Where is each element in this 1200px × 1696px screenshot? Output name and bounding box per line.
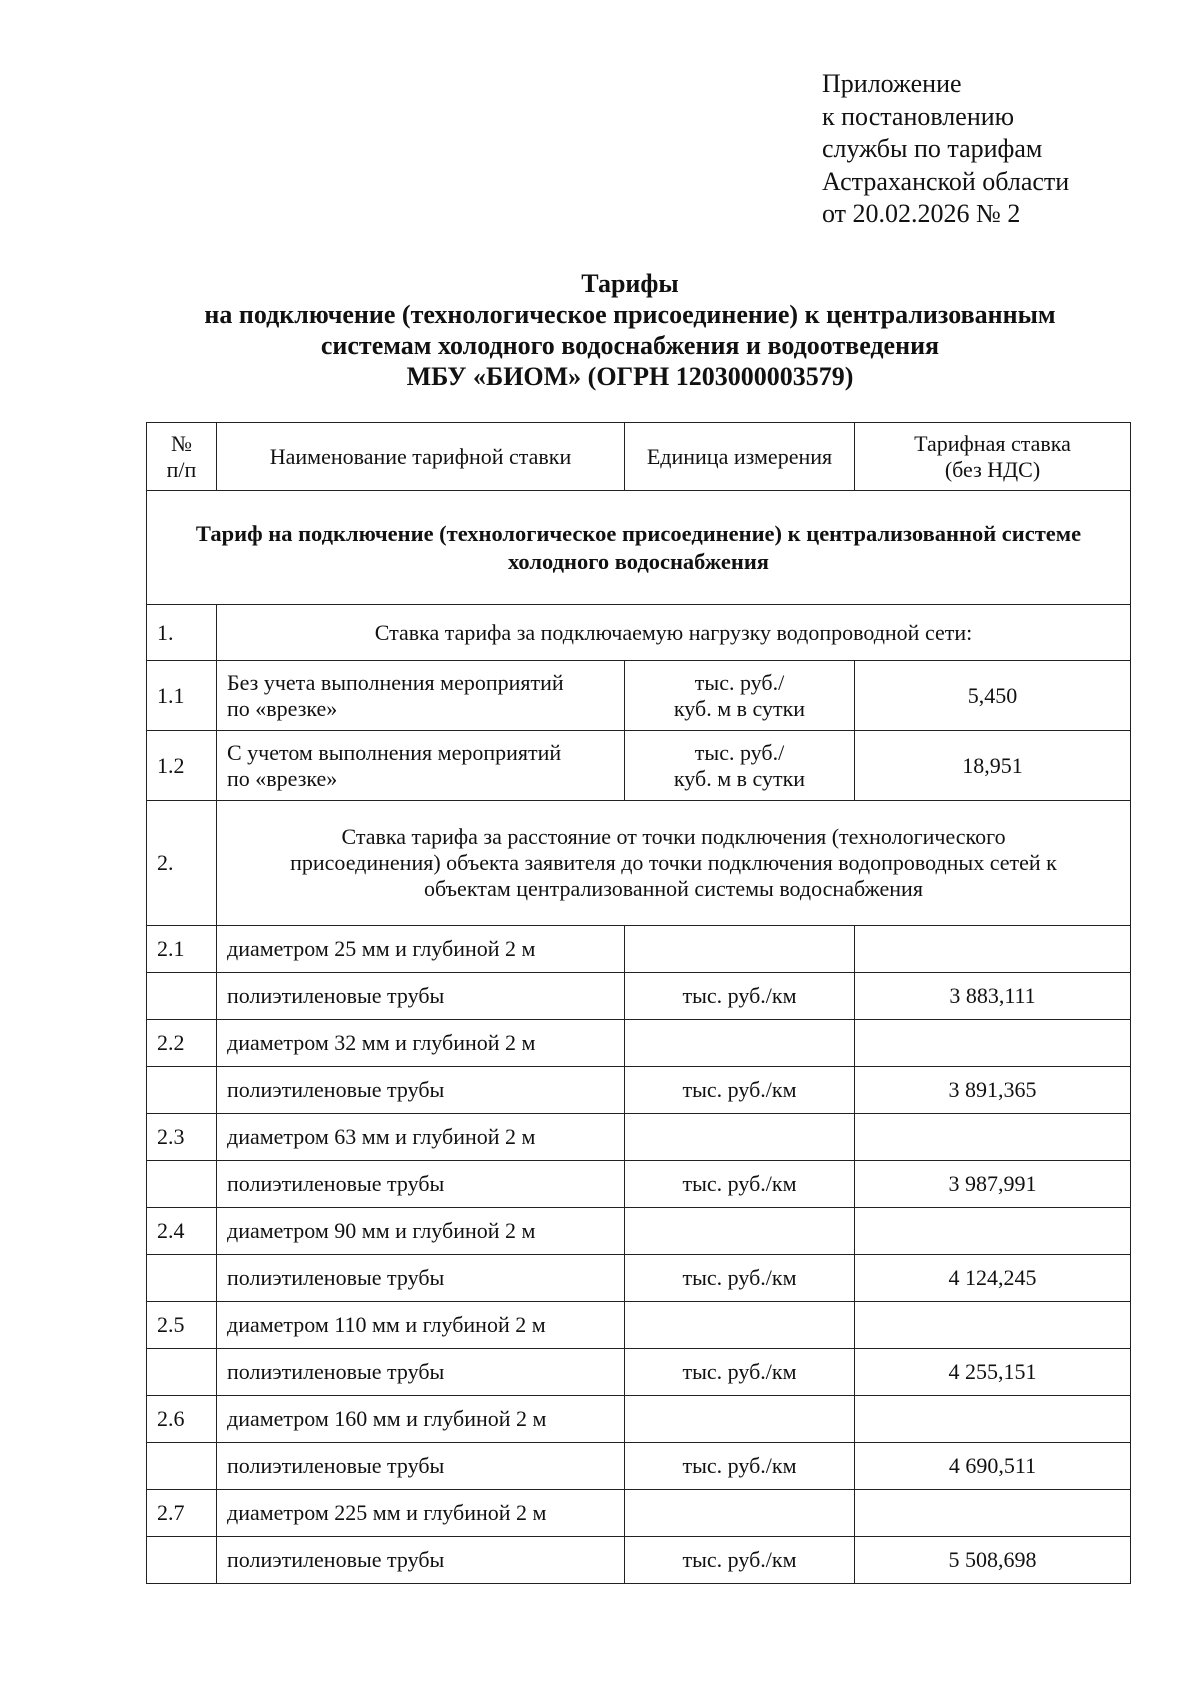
row-pipe: полиэтиленовые трубы [217,1255,625,1302]
row-unit-empty [625,1490,855,1537]
row-diameter: диаметром 25 мм и глубиной 2 м [217,926,625,973]
item-heading-line: присоединения) объекта заявителя до точки подключения водопроводных сетей к [290,850,1057,875]
header-rate [855,423,1131,491]
row-rate-empty [855,1302,1131,1349]
appendix-line: от 20.02.2026 № 2 [822,199,1021,228]
item-heading-line: объектам централизованной системы водоснабжения [424,876,923,901]
row-diameter: диаметром 90 мм и глубиной 2 м [217,1208,625,1255]
appendix-line: к постановлению [822,101,1015,131]
row-unit-line: куб. м в сутки [673,765,806,791]
row-diameter: диаметром 160 мм и глубиной 2 м [217,1396,625,1443]
table-row [147,661,1131,731]
row-unit-empty [625,1302,855,1349]
table-row [147,1114,1131,1161]
section-heading-line: холодного водоснабжения [508,548,769,574]
row-num: 2.6 [147,1396,217,1443]
row-pipe: полиэтиленовые трубы [217,1349,625,1396]
row-unit: тыс. руб./км [625,1349,855,1396]
table-row [147,1443,1131,1490]
row-unit: тыс. руб./км [625,973,855,1020]
table-row [147,1161,1131,1208]
row-rate-empty [855,1208,1131,1255]
row-name-line: по «врезке» [227,765,338,791]
row-rate: 5 508,698 [855,1537,1131,1584]
table-header-row [147,423,1131,491]
row-pipe: полиэтиленовые трубы [217,973,625,1020]
table-row [147,1067,1131,1114]
table-row [147,1255,1131,1302]
row-num: 2.3 [147,1114,217,1161]
row-rate: 3 883,111 [855,973,1131,1020]
row-num: 2.1 [147,926,217,973]
row-unit: тыс. руб./км [625,1537,855,1584]
row-num-empty [147,1067,217,1114]
row-pipe: полиэтиленовые трубы [217,1161,625,1208]
section-heading-line: Тариф на подключение (технологическое присоединение) к централизованной системе [195,520,1082,546]
item-heading [217,801,1131,926]
row-num: 1. [147,605,217,661]
row-name [217,661,625,731]
row-num: 2.2 [147,1020,217,1067]
table-row [147,605,1131,661]
row-unit-empty [625,1020,855,1067]
table-row [147,973,1131,1020]
row-pipe: полиэтиленовые трубы [217,1537,625,1584]
row-unit [625,731,855,801]
row-num: 2. [147,801,217,926]
row-num-empty [147,1443,217,1490]
row-rate: 4 690,511 [855,1443,1131,1490]
row-rate: 5,450 [855,661,1131,731]
row-diameter: диаметром 63 мм и глубиной 2 м [217,1114,625,1161]
section-heading-row [147,491,1131,605]
table-row [147,1537,1131,1584]
table-row [147,1208,1131,1255]
row-num-empty [147,1255,217,1302]
row-diameter: диаметром 32 мм и глубиной 2 м [217,1020,625,1067]
header-rate-line: (без НДС) [944,456,1041,482]
row-diameter: диаметром 110 мм и глубиной 2 м [217,1302,625,1349]
row-unit-empty [625,1114,855,1161]
row-rate-empty [855,1020,1131,1067]
header-num-line: № [171,430,192,456]
row-rate-empty [855,1490,1131,1537]
section-heading [147,491,1131,605]
title-line: системам холодного водоснабжения и водоотведения [320,331,940,360]
title-line: на подключение (технологическое присоединение) к централизованным [204,300,1056,329]
row-rate-empty [855,1114,1131,1161]
row-rate: 18,951 [855,731,1131,801]
row-unit: тыс. руб./км [625,1161,855,1208]
table-row [147,731,1131,801]
row-pipe: полиэтиленовые трубы [217,1443,625,1490]
row-unit-line: тыс. руб./ [694,669,785,695]
row-num: 2.7 [147,1490,217,1537]
header-unit: Единица измерения [625,423,855,491]
row-unit-line: куб. м в сутки [673,695,806,721]
header-name: Наименование тарифной ставки [217,423,625,491]
row-num-empty [147,973,217,1020]
row-rate: 3 987,991 [855,1161,1131,1208]
table-row [147,801,1131,926]
appendix-block [822,68,1069,231]
table-row [147,1396,1131,1443]
appendix-line: Астраханской области [822,166,1070,196]
title-line: Тарифы [581,269,679,298]
header-num-line: п/п [166,456,197,482]
row-diameter: диаметром 225 мм и глубиной 2 м [217,1490,625,1537]
row-unit: тыс. руб./км [625,1067,855,1114]
table-row [147,926,1131,973]
row-rate-empty [855,1396,1131,1443]
row-name-line: Без учета выполнения мероприятий [227,669,564,695]
row-num: 1.1 [147,661,217,731]
row-name-line: по «врезке» [227,695,338,721]
row-rate-empty [855,926,1131,973]
row-num: 2.4 [147,1208,217,1255]
tariff-table [146,422,1131,1584]
table-row [147,1490,1131,1537]
item-heading-line: Ставка тарифа за расстояние от точки подключения (технологического [341,824,1006,849]
row-unit: тыс. руб./км [625,1443,855,1490]
appendix-line: службы по тарифам [822,134,1043,163]
row-num-empty [147,1537,217,1584]
row-rate: 4 124,245 [855,1255,1131,1302]
row-unit-empty [625,926,855,973]
title-line: МБУ «БИОМ» (ОГРН 1203000003579) [406,362,854,391]
header-rate-line: Тарифная ставка [914,430,1071,456]
appendix-line: Приложение [822,69,962,98]
table-row [147,1302,1131,1349]
row-num: 2.5 [147,1302,217,1349]
row-pipe: полиэтиленовые трубы [217,1067,625,1114]
row-unit-line: тыс. руб./ [694,739,785,765]
row-unit: тыс. руб./км [625,1255,855,1302]
row-unit-empty [625,1396,855,1443]
row-unit [625,661,855,731]
row-rate: 4 255,151 [855,1349,1131,1396]
row-num-empty [147,1161,217,1208]
row-num-empty [147,1349,217,1396]
row-rate: 3 891,365 [855,1067,1131,1114]
row-name [217,731,625,801]
table-row [147,1020,1131,1067]
header-num [147,423,217,491]
row-num: 1.2 [147,731,217,801]
document-title [130,268,1130,392]
row-name-line: С учетом выполнения мероприятий [227,739,562,765]
row-unit-empty [625,1208,855,1255]
item-heading: Ставка тарифа за подключаемую нагрузку водопроводной сети: [217,605,1131,661]
table-row [147,1349,1131,1396]
